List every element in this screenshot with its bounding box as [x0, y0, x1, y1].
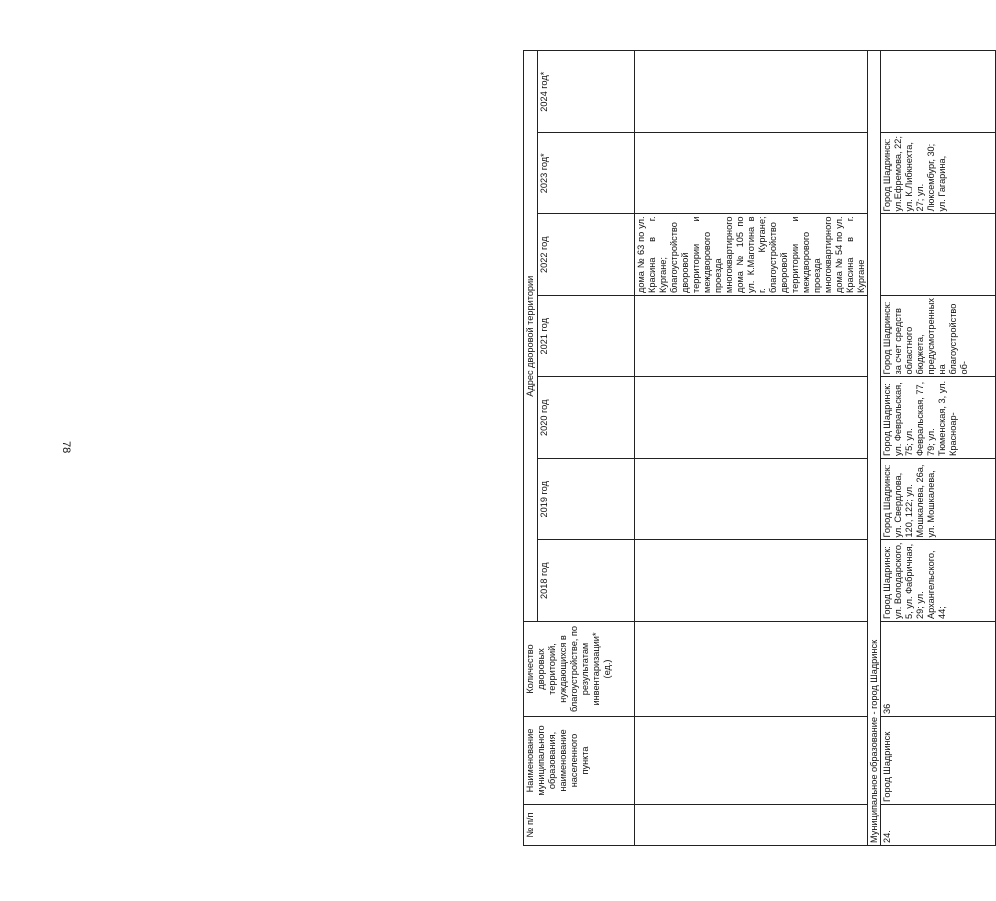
rotated-page: [523, 51, 969, 846]
header-row-top: [524, 51, 538, 846]
continued-cell-2021: [635, 296, 868, 378]
row-count: 36: [881, 622, 996, 717]
continued-cell-2023: [635, 133, 868, 215]
continued-cell-2024: [635, 51, 868, 133]
table-row: [881, 51, 996, 846]
year-header-2019: 2019 год: [538, 459, 635, 541]
courtyard-table: [523, 50, 996, 846]
row-municipality: Город Шадринск: [881, 717, 996, 805]
page-number: 78: [60, 441, 72, 454]
row-2021: [881, 296, 996, 378]
row-2022: [881, 214, 996, 296]
year-header-2023: 2023 год*: [538, 133, 635, 215]
col-header-address-group: Адрес дворовой территории: [524, 51, 538, 622]
row-2020-text: Город Шадринск: ул. Февральская, 75; ул. Февральская, 77, 79; ул. Тюменская, 3, ул. Красноар-: [882, 380, 958, 456]
row-2021-text: Город Шадринск: за счет средств областного бюджета, предусмотренных на благоустройство об-: [882, 298, 969, 375]
row-2020: [881, 377, 996, 459]
section-row: [868, 51, 881, 846]
section-title: Муниципальное образование - город Шадринск: [868, 51, 881, 846]
row-2023-text: Город Шадринск: ул.Ефремова, 22; ул. К.Либкнехта, 27; ул. Люксембург, 30; ул. Гагарина,: [882, 136, 947, 212]
row-2018-text: Город Шадринск: ул. Володарского, 5, ул. Фабричная, 29; ул. Архангельского, 44;: [882, 542, 947, 619]
continued-cell-municipality: [635, 717, 868, 805]
row-2019-text: Город Шадринск: ул. Свердлова, 120, 122; ул. Мошкалева, 26а, ул. Мошкалева,: [882, 464, 936, 538]
continued-cell-2020: [635, 377, 868, 459]
continued-cell-2022: дома № 63 по ул. Красина в г. Кургане; благоустройство дворовой территории и междворового проезда многоквартирного дома № 105 по ул. К.Маготина в г. Кургане; благоустройство дворовой территории и междворового проезда многоквартирного дома № 54 по ул. Красина в г. Кургане: [635, 214, 868, 296]
row-2018: [881, 540, 996, 622]
row-num: 24.: [881, 805, 996, 846]
row-2019: [881, 459, 996, 541]
year-header-2018: 2018 год: [538, 540, 635, 622]
year-header-2024: 2024 год*: [538, 51, 635, 133]
continued-cell-count: [635, 622, 868, 717]
continued-cell-2019: [635, 459, 868, 541]
continued-cell-2018: [635, 540, 868, 622]
continued-cell-num: [635, 805, 868, 846]
continued-row: [635, 51, 868, 846]
row-2024: [881, 51, 996, 133]
row-2023: [881, 133, 996, 215]
col-header-count: Количество дворовых территорий, нуждающихся в благоустройстве, по результатам инвентаризации* (ед.): [524, 622, 635, 717]
year-header-2021: 2021 год: [538, 296, 635, 378]
year-header-2020: 2020 год: [538, 377, 635, 459]
col-header-municipality: Наименование муниципального образования, наименование населенного пункта: [524, 717, 635, 805]
col-header-num: № п/п: [524, 805, 635, 846]
year-header-2022: 2022 год: [538, 214, 635, 296]
